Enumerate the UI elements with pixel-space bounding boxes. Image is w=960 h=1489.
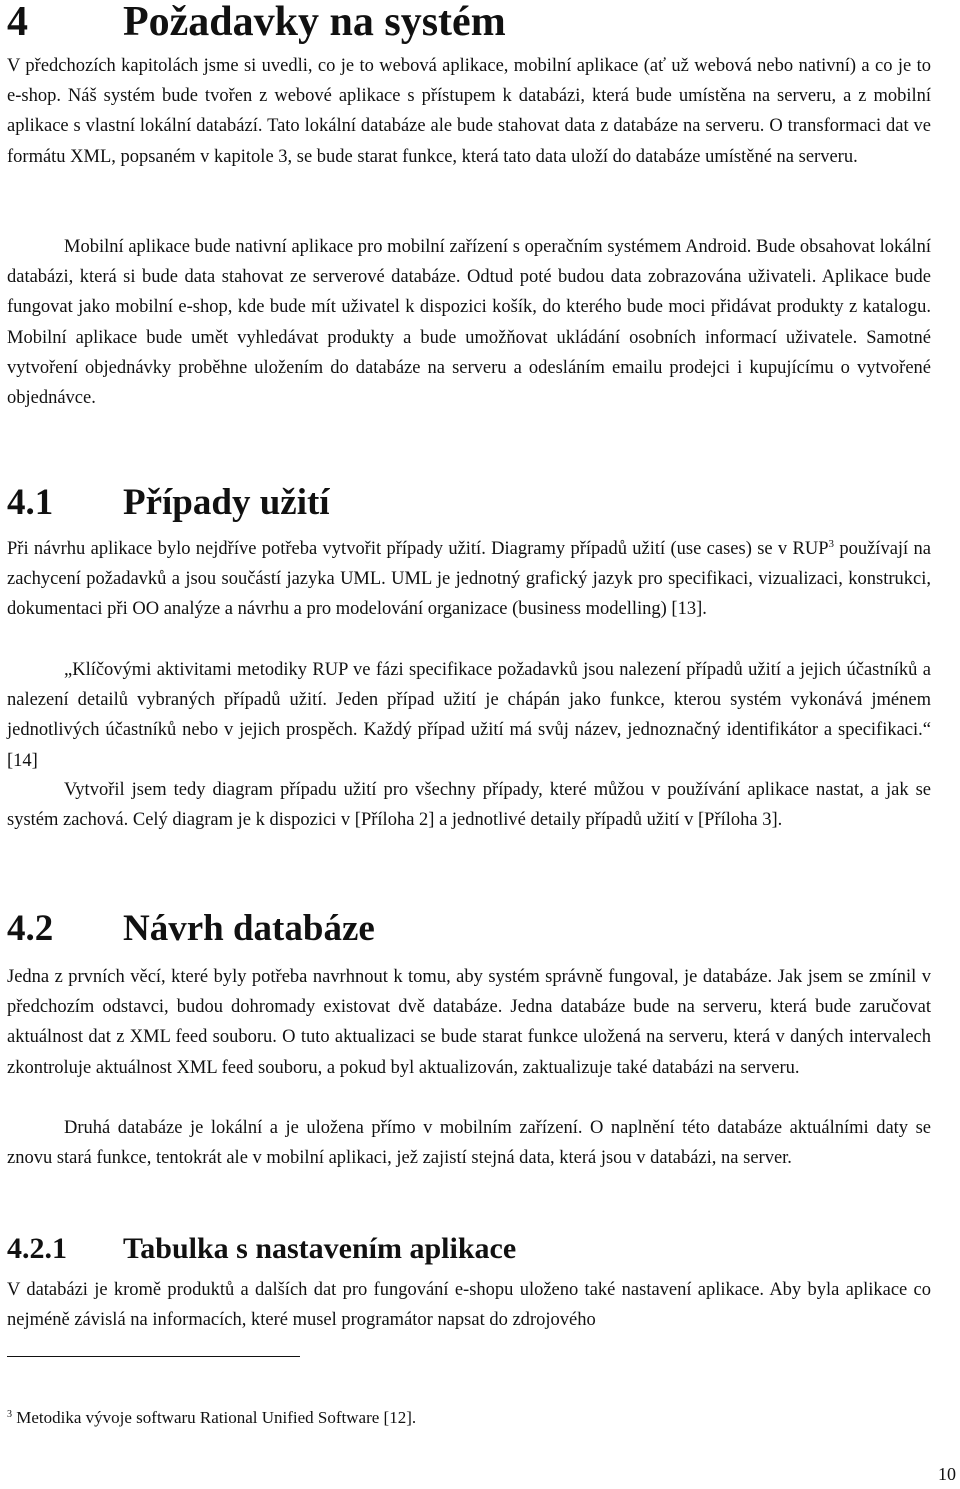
chapter-title: Požadavky na systém [123,0,506,45]
section-4-2-1-number: 4.2.1 [7,1232,67,1265]
paragraph-text: používají na zachycení požadavků a jsou součástí jazyka UML. UML je jednotný grafický jazyk pro specifikaci, vizualizaci, konstrukci, dokumentaci při OO analýze a návrhu a pro modelování organizace (business modelling) [13]. [7,539,931,620]
section-4-1-paragraph-1 [7,534,931,625]
chapter-number: 4 [7,0,28,45]
footnote-mark: 3 [7,1409,12,1420]
chapter-heading [7,0,506,50]
section-4-2-1-title: Tabulka s nastavením aplikace [123,1232,517,1265]
section-4-2-paragraph-1: Jedna z prvních věcí, které byly potřeba navrhnout k tomu, aby systém správně fungoval, je databáze. Jak jsem se zmínil v předchozím odstavci, budou dohromady existovat dvě databáze. Jedna databáze bude na serveru, která bude zaručovat aktuálnost dat z XML feed souboru. O tuto aktualizaci se bude starat funkce uložená na serveru, která v daných intervalech zkontroluje aktuálnost XML feed souboru, a pokud byl aktualizován, zaktualizuje také databázi na serveru. [7,967,931,1078]
footnote-separator [7,1356,300,1357]
section-4-2-1-paragraph-1: V databázi je kromě produktů a dalších dat pro fungování e-shopu uloženo také nastavení aplikace. Aby byla aplikace co nejméně závislá na informacích, které musel programátor napsat do zdrojového [7,1280,931,1331]
section-4-1-heading [7,479,330,527]
section-4-1-title: Případy užití [123,482,330,523]
section-4-2-paragraph-2: Druhá databáze je lokální a je uložena přímo v mobilním zařízení. O naplnění této databáze aktuálními daty se znovu stará funkce, tentokrát ale v mobilní aplikaci, jež zajistí stejná data, která jsou v databázi, na server. [7,1118,931,1169]
section-4-2-title: Návrh databáze [123,908,375,949]
section-4-1-number: 4.1 [7,482,54,523]
paragraph-text: Při návrhu aplikace bylo nejdříve potřeba vytvořit případy užití. Diagramy případů užití (use cases) se v RUP [7,539,829,559]
section-4-1-quote-paragraph: „Klíčovými aktivitami metodiky RUP ve fázi specifikace požadavků jsou nalezení případů užití a jejich účastníků a nalezení detailů vybraných případů užití. Jeden případ užití je chápán jako funkce, kterou systém vykonává jménem jednotlivých účastníků nebo v jejich prospěch. Každý případ užití má svůj název, jednoznačný identifikátor a specifikaci.“ [14] [7,660,931,771]
intro-paragraph-2: Mobilní aplikace bude nativní aplikace pro mobilní zařízení s operačním systémem Android. Bude obsahovat lokální databázi, která si bude data stahovat ze serverové databáze. Odtud poté budou data zobrazována uživateli. Aplikace bude fungovat jako mobilní e-shop, kde bude mít uživatel k dispozici košík, do kterého bude moci přidávat produkty z katalogu. Mobilní aplikace bude umět vyhledávat produkty a bude umožňovat ukládání osobních informací uživatele. Samotné vytvoření objednávky proběhne uložením do databáze na serveru a odesláním emailu prodejci i kupujícímu o vytvořené objednávce. [7,237,931,409]
footnote [7,1406,416,1430]
section-4-1-paragraph-3: Vytvořil jsem tedy diagram případu užití pro všechny případy, které můžou v používání aplikace nastat, a jak se systém zachová. Celý diagram je k dispozici v [Příloha 2] a jednotlivé detaily případů užití v [Příloha 3]. [7,780,931,831]
section-4-2-number: 4.2 [7,908,54,949]
section-4-2-heading [7,905,375,953]
page-number: 10 [938,1464,956,1484]
intro-paragraph-1: V předchozích kapitolách jsme si uvedli, co je to webová aplikace, mobilní aplikace (ať už webová nebo nativní) a co je to e-shop. Náš systém bude tvořen z webové aplikace s přístupem k databázi, která bude umístěna na serveru, a z mobilní aplikace s vlastní lokální databází. Tato lokální databáze ale bude stahovat data z databáze na serveru. O transformaci dat ve formátu XML, popsaném v kapitole 3, se bude starat funkce, která tato data uloží do databáze umístěné na serveru. [7,56,931,167]
footnote-reference[interactable]: 3 [828,538,835,550]
footnote-text: Metodika vývoje softwaru Rational Unified Software [12]. [12,1408,417,1427]
section-4-2-1-heading [7,1229,516,1269]
